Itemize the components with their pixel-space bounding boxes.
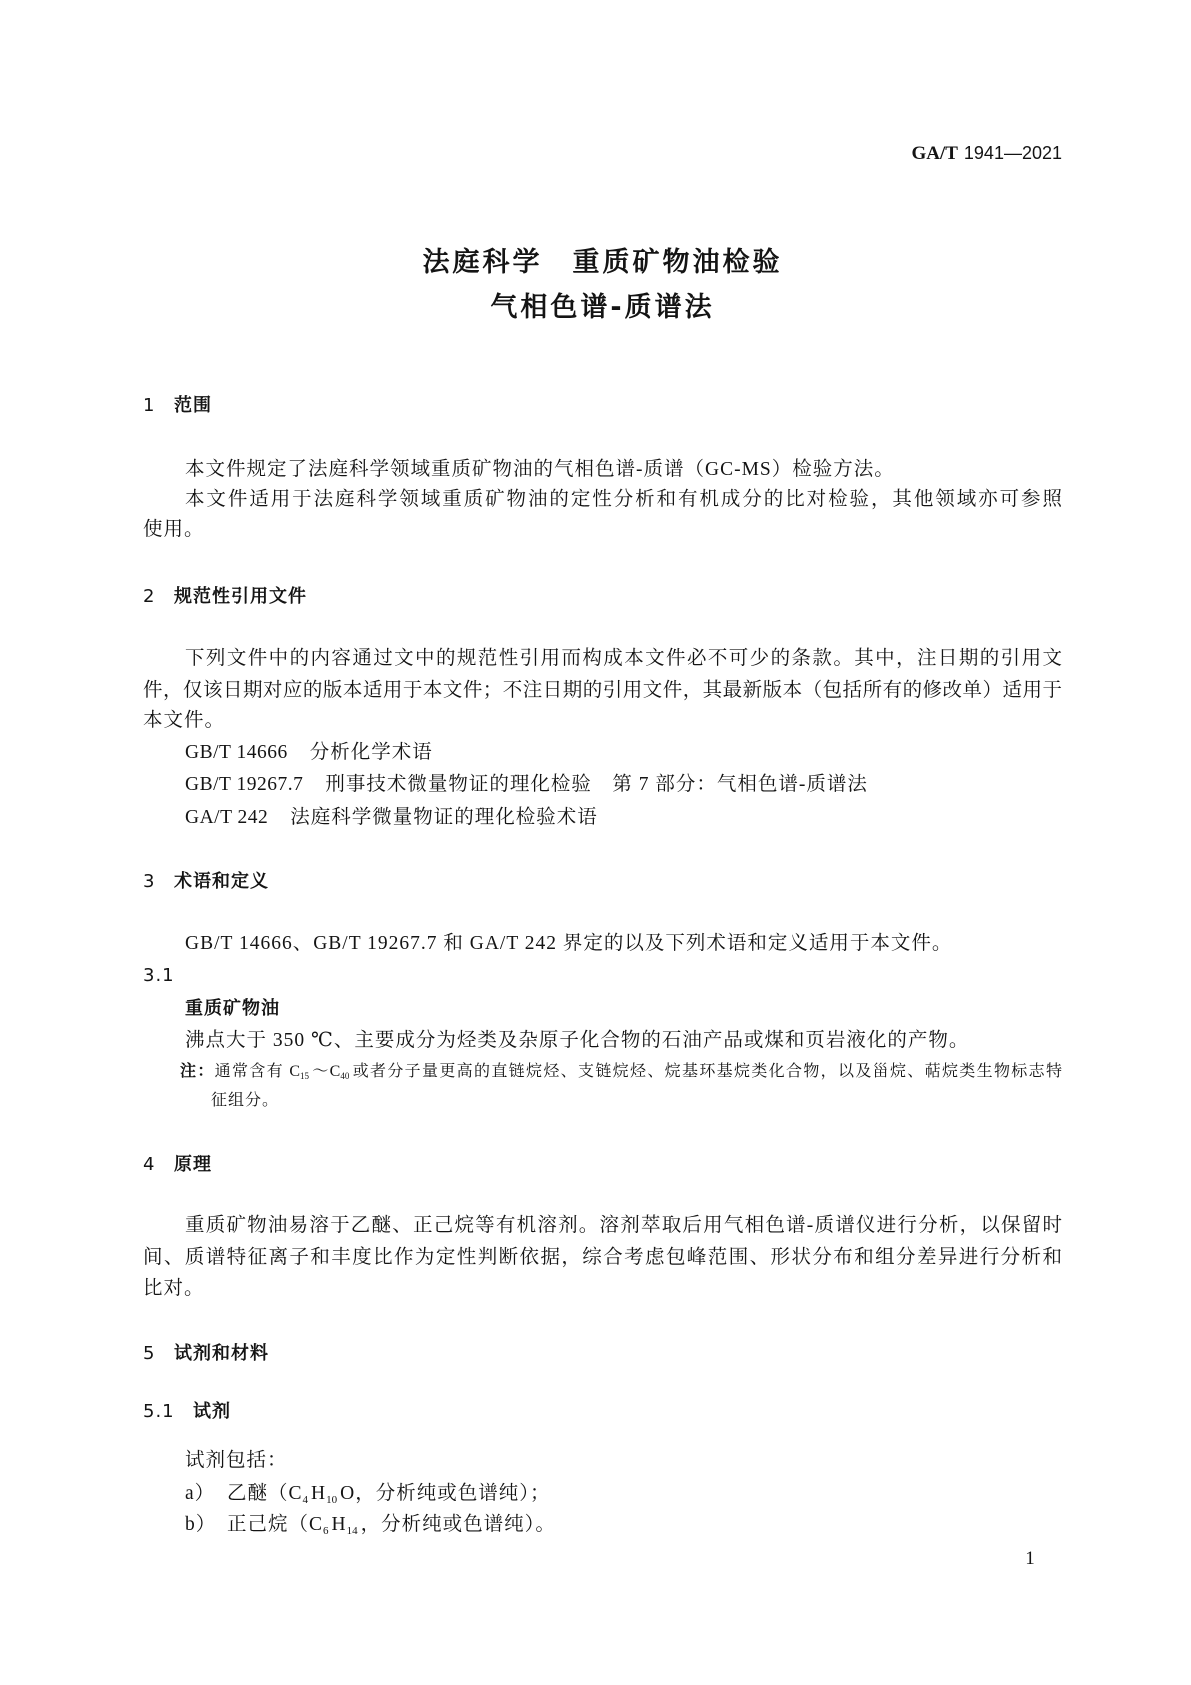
paragraph-line: 本文件规定了法庭科学领域重质矿物油的气相色谱-质谱（GC-MS）检验方法。 — [185, 459, 895, 480]
note-text: 或者分子量更高的直链烷烃、支链烷烃、烷基环基烷类化合物，以及甾烷、萜烷类生物标志特 — [351, 1063, 1062, 1080]
section-number: 1 — [143, 395, 156, 416]
list-item-label: b） — [185, 1514, 217, 1535]
list-item-text: 乙醚（C — [227, 1483, 303, 1504]
subsection-title: 试剂 — [193, 1401, 231, 1422]
paragraph-line: 重质矿物油易溶于乙醚、正己烷等有机溶剂。溶剂萃取后用气相色谱-质谱仪进行分析，以保留时 — [185, 1215, 1062, 1236]
reference-code: GB/T 14666 — [185, 742, 288, 763]
section-number: 3 — [143, 871, 156, 892]
list-item-text: ，分析纯或色谱纯）。 — [360, 1514, 556, 1535]
section-title: 范围 — [174, 395, 212, 416]
paragraph-line: 本文件。 — [143, 710, 226, 731]
paragraph-line: 件，仅该日期对应的版本适用于本文件；不注日期的引用文件，其最新版本（包括所有的修改单）适用于 — [143, 680, 1062, 701]
reagents-intro: 试剂包括： — [185, 1450, 288, 1471]
reference-item — [143, 770, 1062, 800]
note-text: 通常含有 C — [214, 1063, 301, 1080]
note-label: 注： — [180, 1061, 215, 1080]
document-title-line-2: 气相色谱-质谱法 — [490, 292, 715, 323]
section-title: 试剂和材料 — [174, 1343, 269, 1364]
subsection-heading-reagents — [143, 1397, 1062, 1427]
paragraph-line: 下列文件中的内容通过文中的规范性引用而构成本文件必不可少的条款。其中，注日期的引用文 — [185, 648, 1062, 669]
section-heading-normative-references — [143, 582, 1062, 612]
document-code — [911, 138, 1062, 168]
section-title: 术语和定义 — [174, 871, 269, 892]
paragraph-line: 本文件适用于法庭科学领域重质矿物油的定性分析和有机成分的比对检验，其他领域亦可参照 — [185, 489, 1062, 510]
document-title-line-1: 法庭科学 重质矿物油检验 — [422, 247, 783, 278]
section-heading-principle — [143, 1150, 1062, 1180]
subscript: 15 — [300, 1071, 310, 1081]
section-heading-terms-definitions — [143, 867, 1062, 897]
paragraph-line: 使用。 — [143, 519, 205, 540]
section-heading-reagents-materials — [143, 1339, 1062, 1369]
term-note — [180, 1056, 1062, 1086]
subsection-number: 5.1 — [143, 1401, 175, 1422]
reference-item — [143, 738, 1062, 768]
section-number: 4 — [143, 1154, 156, 1175]
reference-code: GA/T 242 — [185, 807, 269, 828]
term-number: 3.1 — [143, 965, 175, 986]
list-item-text: 正己烷（C — [227, 1514, 324, 1535]
reference-code: GB/T 19267.7 — [185, 774, 304, 795]
subscript: 4 — [302, 1494, 309, 1506]
subscript: 40 — [340, 1071, 350, 1081]
terms-intro: GB/T 14666、GB/T 19267.7 和 GA/T 242 界定的以及下列术语和定义适用于本文件。 — [185, 933, 953, 954]
subscript: 10 — [326, 1494, 338, 1506]
list-item-text: H — [331, 1514, 347, 1535]
list-item — [143, 1479, 1062, 1509]
reference-item — [143, 803, 1062, 833]
section-heading-scope — [143, 391, 1062, 421]
reference-name: 分析化学术语 — [309, 742, 433, 763]
term-definition: 沸点大于 350 ℃、主要成分为烃类及杂原子化合物的石油产品或煤和页岩液化的产物。 — [185, 1030, 970, 1051]
subscript: 14 — [346, 1525, 358, 1537]
list-item-label: a） — [185, 1483, 216, 1504]
section-title: 原理 — [174, 1154, 212, 1175]
list-item-text: O，分析纯或色谱纯）； — [340, 1483, 551, 1504]
section-title: 规范性引用文件 — [174, 586, 307, 607]
page-number: 1 — [1025, 1548, 1035, 1569]
document-code-number: 1941—2021 — [963, 143, 1062, 163]
reference-name: 刑事技术微量物证的理化检验 第 7 部分：气相色谱-质谱法 — [325, 774, 868, 795]
list-item-text: H — [311, 1483, 327, 1504]
term-name: 重质矿物油 — [185, 998, 280, 1019]
paragraph-line: 间、质谱特征离子和丰度比作为定性判断依据，综合考虑包峰范围、形状分布和组分差异进行分析和 — [143, 1247, 1062, 1268]
section-number: 2 — [143, 586, 156, 607]
document-code-prefix: GA/T — [911, 143, 958, 164]
section-number: 5 — [143, 1343, 156, 1364]
subscript: 6 — [323, 1525, 329, 1537]
term-note-continuation: 征组分。 — [211, 1092, 280, 1109]
note-text: ～C — [311, 1063, 341, 1080]
paragraph-line: 比对。 — [143, 1278, 205, 1299]
reference-name: 法庭科学微量物证的理化检验术语 — [290, 807, 598, 828]
list-item — [143, 1510, 1062, 1540]
